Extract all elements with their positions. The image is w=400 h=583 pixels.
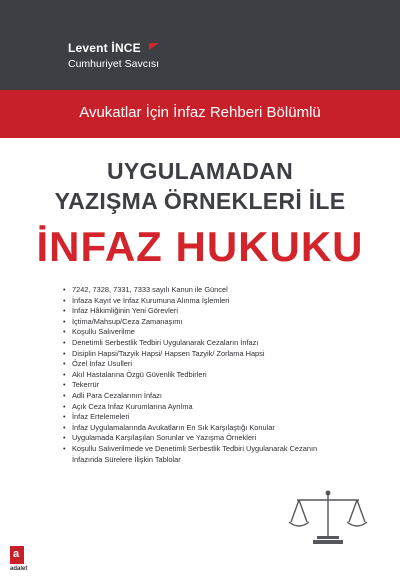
list-item: • Akıl Hastalarına Özgü Güvenlik Tedbirleri: [63, 370, 343, 381]
list-item: • Uygulamada Karşılaşılan Sorunlar ve Yazışma Örnekleri: [63, 433, 343, 444]
author-flag-icon: [149, 43, 159, 50]
list-item: • Tekerrür: [63, 380, 343, 391]
title-line-1: UYGULAMADAN: [106, 158, 293, 184]
scales-of-justice-icon: [283, 488, 373, 546]
list-item: • Özel İnfaz Usulleri: [63, 359, 343, 370]
topic-list: [63, 285, 343, 465]
list-item: • İnfaz Ertelemeleri: [63, 412, 343, 423]
list-item: • Açık Ceza İnfaz Kurumlarına Ayrılma: [63, 402, 343, 413]
publisher-logo-letter: a: [13, 548, 20, 560]
publisher-logo: [10, 546, 24, 564]
list-item: • Koşullu Salıverilmede ve Denetimli Serbestlik Tedbiri Uygulanarak Cezanın İnfazında Sürelere İlişkin Tablolar: [63, 444, 343, 465]
title-main: İNFAZ HUKUKU: [36, 223, 364, 270]
author-band: [0, 0, 400, 90]
list-item: • Denetimli Serbestlik Tedbiri Uygulanarak Cezaların İnfazı: [63, 338, 343, 349]
list-item: • İnfaz Uygulamalarında Avukatların En Sık Karşılaştığı Konular: [63, 423, 343, 434]
list-item: • Adli Para Cezalarının İnfazı: [63, 391, 343, 402]
list-item: • İnfaza Kayıt ve İnfaz Kurumuna Alınma İşlemleri: [63, 296, 343, 307]
book-subtitle: Avukatlar İçin İnfaz Rehberi Bölümlü: [79, 104, 321, 121]
list-item: • 7242, 7328, 7331, 7333 sayılı Kanun ile Güncel: [63, 285, 343, 296]
publisher-name: adalet: [10, 566, 28, 572]
list-item: • İnfaz Hâkimliğinin Yeni Görevleri: [63, 306, 343, 317]
author-title: Cumhuriyet Savcısı: [68, 58, 160, 70]
list-item: • Disiplin Hapsi/Tazyik Hapsi/ Hapsen Tazyik/ Zorlama Hapsi: [63, 349, 343, 360]
author-name: Levent İNCE: [68, 41, 141, 55]
list-item: • İçtima/Mahsup/Ceza Zamanaşımı: [63, 317, 343, 328]
list-item: • Koşullu Salıverilme: [63, 327, 343, 338]
title-line-2: YAZIŞMA ÖRNEKLERİ İLE: [54, 188, 346, 214]
